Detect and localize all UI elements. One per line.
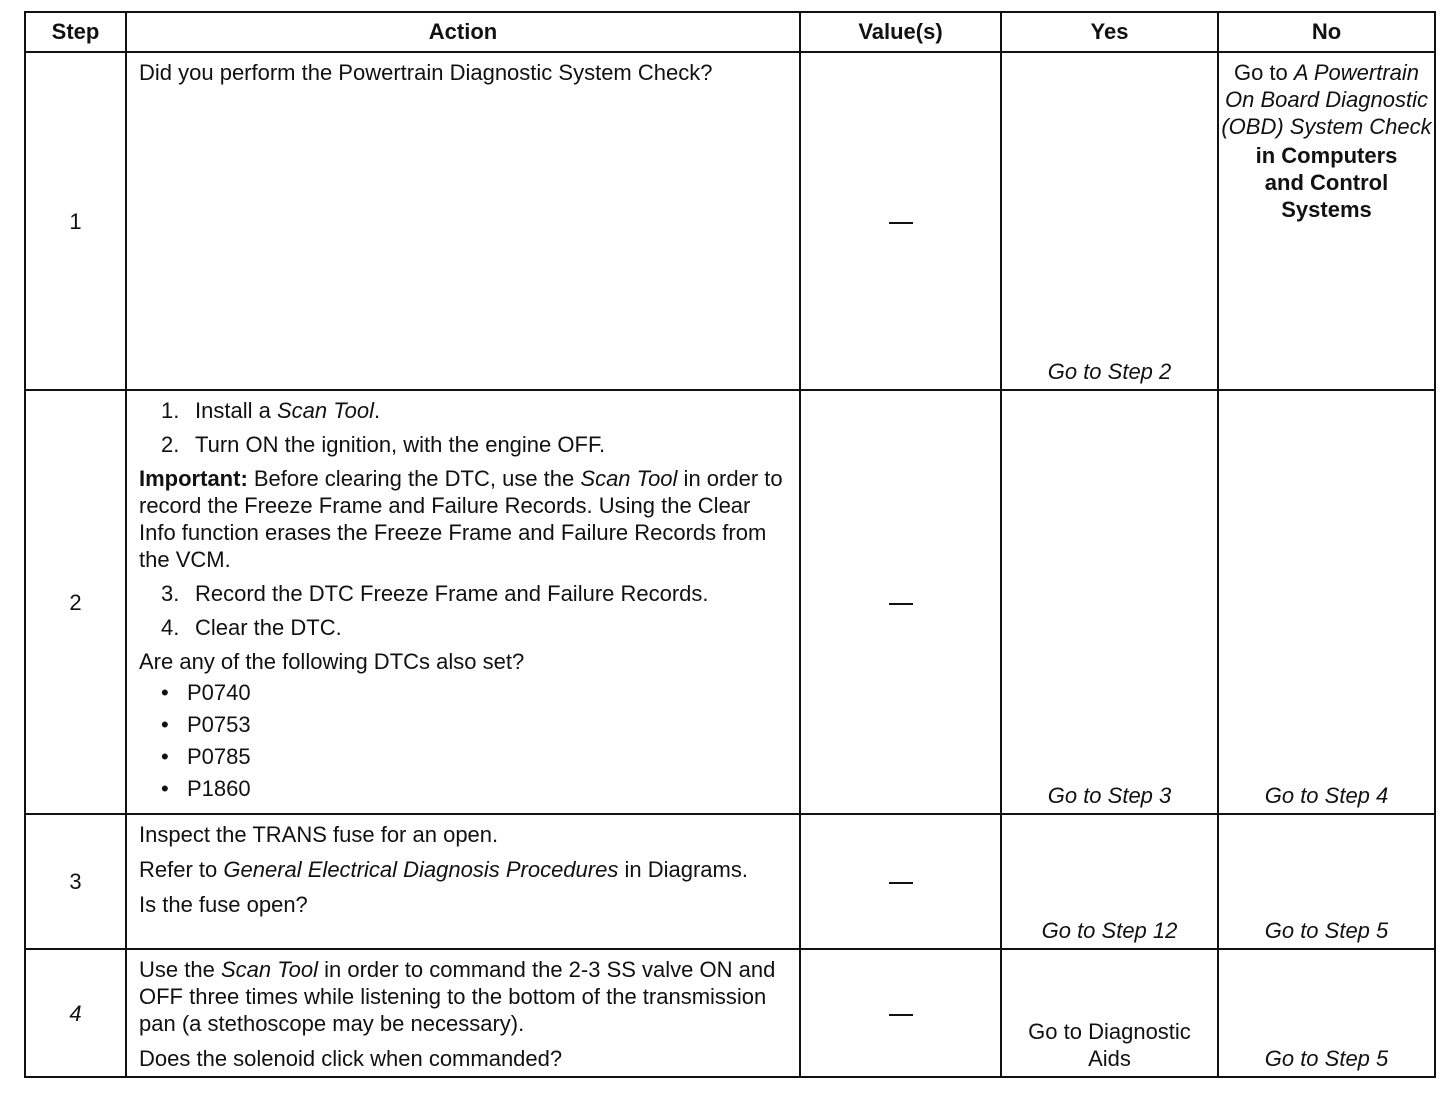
yes-link[interactable]: Go to Step 12	[1041, 918, 1178, 943]
list-item: • P0753	[161, 712, 251, 737]
value-cell	[800, 814, 1001, 949]
yes-cell	[1001, 390, 1218, 814]
important-note: Important: Before clearing the DTC, use the Scan Tool in order to record the Freeze Frame and Failure Records. Using the Clear Info function erases the Freeze Frame and Failure Records from the VCM.	[139, 466, 783, 572]
dash-mark	[889, 222, 913, 224]
dash-mark	[889, 1014, 913, 1016]
list-item: • P0740	[161, 680, 251, 705]
action-cell	[126, 949, 800, 1077]
action-cell	[126, 814, 800, 949]
list-item: 1. Install a Scan Tool.	[161, 398, 381, 423]
no-link[interactable]: Go to Step 4	[1264, 783, 1389, 808]
action-question: Is the fuse open?	[139, 892, 308, 917]
list-item: • P1860	[161, 776, 251, 801]
action-question: Did you perform the Powertrain Diagnostic System Check?	[139, 60, 713, 85]
table-row	[25, 949, 1435, 1077]
list-item: 4. Clear the DTC.	[161, 615, 342, 640]
header-step: Step	[25, 12, 126, 52]
yes-cell	[1001, 52, 1218, 390]
step-number: 1	[25, 52, 126, 390]
action-cell	[126, 390, 800, 814]
no-cell	[1218, 390, 1435, 814]
no-cell	[1218, 52, 1435, 390]
value-cell	[800, 390, 1001, 814]
yes-link[interactable]: Go to Step 2	[1047, 359, 1172, 384]
no-cell	[1218, 814, 1435, 949]
step-number: 3	[25, 814, 126, 949]
no-prefix: Go to	[1233, 60, 1294, 85]
table-row	[25, 52, 1435, 390]
instruction-list	[139, 397, 789, 458]
dash-mark	[889, 882, 913, 884]
action-reference: Refer to General Electrical Diagnosis Procedures in Diagrams.	[139, 857, 748, 882]
action-cell	[126, 52, 800, 390]
value-cell	[800, 52, 1001, 390]
dtc-list	[139, 677, 789, 805]
dash-mark	[889, 603, 913, 605]
action-question: Does the solenoid click when commanded?	[139, 1046, 563, 1071]
value-cell	[800, 949, 1001, 1077]
action-question: Are any of the following DTCs also set?	[139, 649, 525, 674]
yes-cell	[1001, 814, 1218, 949]
action-text: Use the Scan Tool in order to command the 2-3 SS valve ON and OFF three times while listening to the bottom of the transmission pan (a stethoscope may be necessary).	[139, 957, 776, 1036]
yes-link[interactable]: Go to Step 3	[1047, 783, 1172, 808]
list-item: 3. Record the DTC Freeze Frame and Failure Records.	[161, 581, 709, 606]
no-reference: in Computers and Control Systems	[1255, 143, 1398, 222]
header-action: Action	[126, 12, 800, 52]
header-yes: Yes	[1001, 12, 1218, 52]
header-row	[25, 12, 1435, 52]
no-link[interactable]: Go to Step 5	[1264, 1046, 1389, 1071]
header-no: No	[1218, 12, 1435, 52]
list-item: 2. Turn ON the ignition, with the engine OFF.	[161, 432, 606, 457]
step-number: 2	[25, 390, 126, 814]
header-values: Value(s)	[800, 12, 1001, 52]
diagnostic-table	[24, 11, 1436, 1078]
yes-cell	[1001, 949, 1218, 1077]
no-cell	[1218, 949, 1435, 1077]
list-item: • P0785	[161, 744, 251, 769]
no-link[interactable]: Go to Step 5	[1264, 918, 1389, 943]
action-text: Inspect the TRANS fuse for an open.	[139, 822, 499, 847]
yes-link[interactable]: Go to Diagnostic Aids	[1028, 1019, 1191, 1071]
step-number: 4	[25, 949, 126, 1077]
table-row	[25, 814, 1435, 949]
table-row	[25, 390, 1435, 814]
no-link[interactable]: A Powertrain On Board Diagnostic (OBD) System Check	[1221, 60, 1432, 139]
instruction-list	[139, 580, 789, 641]
